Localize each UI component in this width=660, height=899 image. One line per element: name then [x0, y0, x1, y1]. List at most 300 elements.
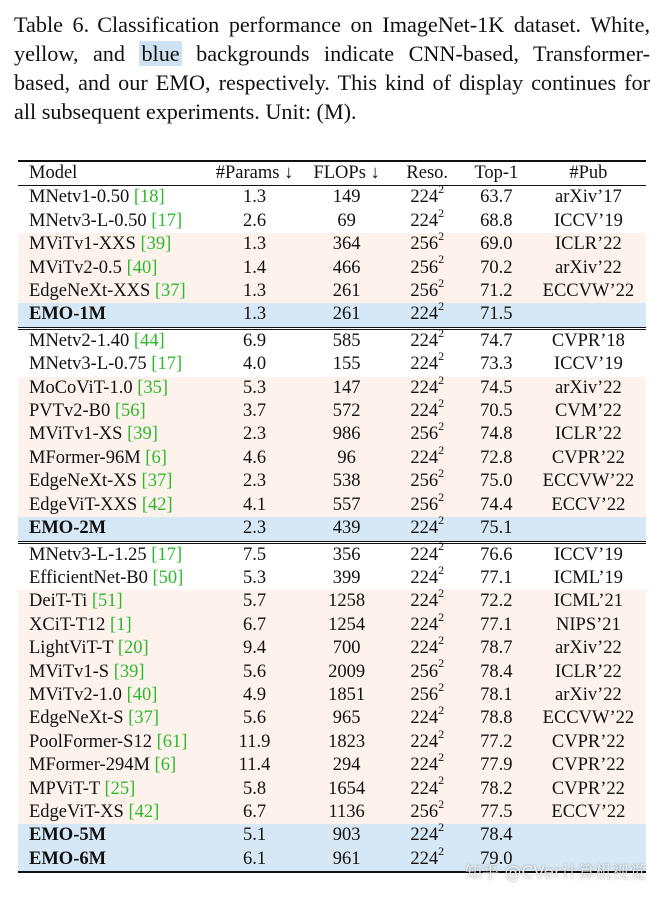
citation-link[interactable]: [39]: [140, 234, 172, 255]
cell-pub: ICCV’19: [553, 354, 623, 375]
citation-link[interactable]: [39]: [127, 424, 158, 445]
reso-value: 256: [410, 257, 439, 278]
citation-link[interactable]: [37]: [141, 471, 173, 492]
cell-reso: [393, 205, 462, 233]
cell-pub: ECCVW’22: [542, 708, 635, 729]
cell-params: 6.7: [242, 614, 267, 635]
model-name: PoolFormer-S12: [29, 731, 152, 752]
reso-exponent: 2: [438, 609, 445, 624]
cell-flops: 1254: [328, 614, 366, 635]
cell-reso: [393, 512, 462, 542]
model-name: EMO-1M: [29, 304, 107, 325]
cell-reso: [393, 466, 462, 493]
cell-params: 1.4: [242, 257, 267, 278]
cell-top1: 71.2: [480, 281, 513, 302]
reso-value: 256: [410, 424, 439, 445]
table-row: [18, 470, 646, 493]
table-row: [18, 280, 646, 303]
cell-params: 11.9: [238, 731, 271, 752]
cell-params: 5.8: [242, 778, 267, 799]
reso-value: 256: [410, 684, 439, 705]
cell-pub: ECCVW’22: [542, 281, 635, 302]
cell-flops: 294: [332, 755, 361, 776]
cell-pub: CVPR’22: [551, 447, 625, 468]
cell-top1: 77.9: [480, 755, 513, 776]
reso-value: 256: [410, 494, 439, 515]
citation-link[interactable]: [44]: [133, 330, 165, 351]
reso-exponent: 2: [438, 442, 445, 457]
cell-model: [18, 328, 208, 353]
cell-flops: 1851: [328, 684, 366, 705]
model-name: MViTv1-S: [29, 661, 110, 682]
table-group-2: [18, 325, 646, 542]
cell-model: [18, 590, 208, 613]
cell-params: 2.3: [242, 518, 267, 539]
caption-label: Table 6.: [14, 12, 90, 37]
citation-link[interactable]: [18]: [133, 187, 165, 208]
cell-pub: ECCV’22: [551, 494, 626, 515]
table-row: [18, 233, 646, 256]
cell-reso: [393, 609, 462, 637]
cell-model: [18, 637, 208, 660]
cell-top1: 75.0: [480, 471, 513, 492]
reso-exponent: 2: [438, 229, 445, 244]
table-group-1: [18, 182, 646, 328]
reso-value: 224: [410, 567, 439, 588]
table-row: [18, 423, 646, 446]
citation-link[interactable]: [25]: [104, 778, 136, 799]
cell-top1: 78.8: [480, 708, 513, 729]
reso-value: 224: [410, 755, 439, 776]
cell-pub: ECCVW’22: [542, 471, 635, 492]
table-row: [18, 778, 646, 801]
table-row: [18, 637, 646, 660]
model-name: XCiT-T12: [29, 614, 106, 635]
cell-flops: 439: [332, 518, 361, 539]
citation-link[interactable]: [1]: [110, 614, 132, 635]
cell-params: 5.3: [242, 377, 267, 398]
cell-flops: 466: [332, 257, 361, 278]
cell-reso: [393, 252, 462, 280]
cell-params: 6.9: [242, 330, 267, 351]
cell-pub: [531, 824, 646, 847]
cell-top1: 76.6: [480, 544, 513, 565]
cell-flops: 961: [332, 848, 361, 869]
caption-highlight: blue: [141, 41, 180, 66]
reso-exponent: 2: [438, 466, 445, 481]
cell-model: [18, 542, 208, 567]
cell-top1: 68.8: [480, 210, 513, 231]
cell-reso: [393, 843, 462, 872]
cell-model: [18, 400, 208, 423]
cell-pub: arXiv’22: [555, 638, 622, 659]
table-row: [18, 754, 646, 777]
cell-top1: 74.4: [480, 494, 513, 515]
table-row: [18, 684, 646, 707]
cell-top1: 70.2: [480, 257, 513, 278]
reso-value: 224: [410, 614, 439, 635]
cell-reso: [393, 632, 462, 660]
model-name: MFormer-294M: [29, 755, 150, 776]
cell-params: 11.4: [238, 755, 271, 776]
model-name: EdgeNeXt-XXS: [29, 281, 151, 302]
table-row: [18, 731, 646, 754]
reso-exponent: 2: [438, 182, 445, 197]
reso-value: 256: [410, 661, 439, 682]
cell-flops: 986: [332, 424, 361, 445]
model-name: MFormer-96M: [29, 447, 141, 468]
cell-model: [18, 303, 208, 328]
cell-model: [18, 754, 208, 777]
cell-flops: 538: [332, 471, 361, 492]
reso-value: 256: [410, 234, 439, 255]
reso-value: 224: [410, 330, 439, 351]
cell-reso: [393, 703, 462, 730]
cell-flops: 572: [332, 401, 361, 422]
table-row: [18, 353, 646, 376]
cell-pub: ICCV’19: [553, 544, 623, 565]
cell-flops: 399: [332, 567, 361, 588]
citation-link[interactable]: [37]: [154, 281, 186, 302]
citation-link[interactable]: [42]: [141, 494, 173, 515]
cell-flops: 96: [337, 447, 356, 468]
cell-top1: 75.1: [480, 518, 513, 539]
cell-flops: 557: [332, 494, 361, 515]
reso-exponent: 2: [438, 562, 445, 577]
cell-flops: 700: [332, 638, 361, 659]
cell-flops: 261: [332, 304, 361, 325]
cell-params: 1.3: [242, 304, 267, 325]
model-name: MViTv1-XXS: [29, 234, 136, 255]
cell-flops: 1654: [328, 778, 366, 799]
cell-params: 6.1: [242, 848, 267, 869]
table-row: [18, 517, 646, 542]
cell-model: [18, 661, 208, 684]
reso-value: 224: [410, 848, 439, 869]
cell-reso: [393, 750, 462, 777]
cell-top1: 63.7: [480, 187, 513, 208]
cell-model: [18, 233, 208, 256]
cell-model: [18, 707, 208, 730]
table-header-row: [18, 161, 646, 186]
model-name: MPViT-T: [29, 778, 100, 799]
reso-value: 224: [410, 210, 439, 231]
cell-reso: [393, 229, 462, 256]
reso-exponent: 2: [438, 586, 445, 601]
table-row: [18, 400, 646, 423]
table-row: [18, 801, 646, 824]
cell-reso: [393, 419, 462, 446]
cell-top1: 74.5: [480, 377, 513, 398]
cell-model: [18, 614, 208, 637]
reso-exponent: 2: [438, 843, 445, 858]
table-row: [18, 614, 646, 637]
cell-top1: 77.5: [480, 801, 513, 822]
cell-reso: [393, 586, 462, 613]
reso-value: 224: [410, 544, 439, 565]
cell-reso: [393, 299, 462, 328]
cell-params: 1.3: [242, 234, 267, 255]
cell-flops: 1258: [328, 591, 366, 612]
cell-pub: CVPR’18: [551, 330, 625, 351]
cell-top1: 77.1: [480, 567, 513, 588]
cell-pub: CVM’22: [555, 401, 622, 422]
reso-exponent: 2: [438, 512, 445, 527]
reso-exponent: 2: [438, 395, 445, 410]
cell-reso: [393, 442, 462, 470]
model-name: MNetv3-L-0.50: [29, 210, 147, 231]
cell-reso: [393, 562, 462, 590]
cell-pub: [531, 517, 646, 542]
cell-top1: 74.8: [480, 424, 513, 445]
table-row: [18, 210, 646, 233]
cell-reso: [393, 372, 462, 400]
model-name: MNetv3-L-1.25: [29, 544, 147, 565]
cell-top1: 78.4: [480, 825, 513, 846]
cell-reso: [393, 656, 462, 684]
table-row: [18, 186, 646, 210]
model-name: EMO-5M: [29, 825, 107, 846]
reso-exponent: 2: [438, 679, 445, 694]
reso-value: 224: [410, 304, 439, 325]
reso-exponent: 2: [438, 656, 445, 671]
model-name: EMO-6M: [29, 848, 107, 869]
reso-exponent: 2: [438, 539, 445, 554]
header-top1: Top-1: [474, 163, 519, 183]
citation-link[interactable]: [56]: [114, 401, 146, 422]
cell-top1: 69.0: [480, 234, 513, 255]
reso-exponent: 2: [438, 632, 445, 647]
cell-model: [18, 778, 208, 801]
reso-exponent: 2: [438, 252, 445, 267]
table-row: [18, 303, 646, 328]
reso-value: 224: [410, 708, 439, 729]
cell-flops: 903: [332, 825, 361, 846]
cell-reso: [393, 679, 462, 707]
cell-params: 4.1: [242, 494, 267, 515]
cell-top1: 72.8: [480, 447, 513, 468]
cell-pub: NIPS’21: [556, 614, 621, 635]
reso-exponent: 2: [438, 726, 445, 741]
cell-pub: ICML’19: [553, 567, 624, 588]
reso-value: 256: [410, 801, 439, 822]
cell-model: [18, 186, 208, 210]
citation-link[interactable]: [35]: [137, 377, 169, 398]
cell-pub: ICCV’19: [553, 210, 623, 231]
cell-params: 5.1: [242, 825, 267, 846]
cell-params: 5.3: [242, 567, 267, 588]
table-row: [18, 328, 646, 353]
citation-link[interactable]: [42]: [128, 801, 160, 822]
cell-pub: CVPR’22: [551, 731, 625, 752]
cell-flops: 147: [332, 377, 361, 398]
cell-model: [18, 731, 208, 754]
reso-value: 224: [410, 518, 439, 539]
table-row: [18, 567, 646, 590]
header-params: #Params ↓: [215, 163, 294, 183]
model-name: EdgeViT-XS: [29, 801, 124, 822]
reso-value: 224: [410, 778, 439, 799]
cell-pub: arXiv’22: [555, 257, 622, 278]
reso-value: 224: [410, 354, 439, 375]
cell-params: 1.3: [242, 281, 267, 302]
model-name: MoCoViT-1.0: [29, 377, 133, 398]
cell-params: 9.4: [242, 638, 267, 659]
cell-reso: [393, 395, 462, 423]
cell-params: 5.6: [242, 708, 267, 729]
citation-link[interactable]: [17]: [151, 544, 183, 565]
cell-model: [18, 423, 208, 446]
cell-top1: 77.1: [480, 614, 513, 635]
cell-reso: [393, 349, 462, 376]
citation-link[interactable]: [6]: [154, 755, 177, 776]
cell-pub: CVPR’22: [551, 778, 625, 799]
table-row: [18, 590, 646, 613]
cell-params: 2.6: [242, 210, 267, 231]
model-name: MViTv2-0.5: [29, 257, 122, 278]
cell-top1: 71.5: [480, 304, 513, 325]
table-caption: [14, 10, 650, 126]
cell-pub: ICLR’22: [555, 424, 622, 445]
reso-value: 224: [410, 447, 439, 468]
model-name: EdgeViT-XXS: [29, 494, 138, 515]
cell-model: [18, 824, 208, 847]
cell-model: [18, 684, 208, 707]
reso-value: 224: [410, 591, 439, 612]
table-row: [18, 707, 646, 730]
reso-exponent: 2: [438, 349, 445, 364]
cell-top1: 78.4: [480, 661, 513, 682]
cell-top1: 78.1: [480, 684, 513, 705]
citation-link[interactable]: [51]: [91, 591, 123, 612]
reso-value: 256: [410, 471, 439, 492]
reso-value: 224: [410, 187, 439, 208]
cell-flops: 149: [332, 187, 361, 208]
citation-link[interactable]: [17]: [151, 210, 183, 231]
reso-exponent: 2: [438, 489, 445, 504]
cell-pub: arXiv’22: [555, 684, 622, 705]
cell-model: [18, 470, 208, 493]
model-name: EMO-2M: [29, 518, 107, 539]
citation-link[interactable]: [39]: [113, 661, 145, 682]
reso-exponent: 2: [438, 750, 445, 764]
cell-model: [18, 210, 208, 233]
cell-top1: 70.5: [480, 401, 513, 422]
cell-flops: 155: [332, 354, 361, 375]
cell-pub: arXiv’22: [555, 377, 622, 398]
cell-pub: ECCV’22: [551, 801, 626, 822]
citation-link[interactable]: [61]: [156, 731, 188, 752]
cell-model: [18, 447, 208, 470]
table-group-3: [18, 539, 646, 872]
reso-exponent: 2: [438, 372, 445, 387]
cell-flops: 356: [332, 544, 361, 565]
results-table: [18, 160, 646, 873]
cell-params: 4.9: [242, 684, 267, 705]
cell-reso: [393, 796, 462, 824]
cell-top1: 78.7: [480, 638, 513, 659]
caption-text-2: backgrounds indicate CNN-based, Transformer-based, and our EMO, respectively. This kind of display continues for all subsequent experiments. Unit: (M).: [14, 41, 650, 124]
model-name: MNetv3-L-0.75: [29, 354, 147, 375]
cell-pub: arXiv’17: [555, 187, 622, 208]
cell-model: [18, 567, 208, 590]
cell-reso: [393, 820, 462, 847]
citation-link[interactable]: [37]: [128, 708, 159, 729]
reso-exponent: 2: [438, 773, 445, 788]
reso-exponent: 2: [438, 820, 445, 835]
cell-reso: [393, 325, 462, 353]
reso-value: 256: [410, 281, 439, 302]
watermark: 知乎 @CVer计算机视觉: [464, 863, 646, 883]
model-name: MViTv2-1.0: [29, 684, 122, 705]
reso-exponent: 2: [438, 703, 445, 718]
table-row: [18, 447, 646, 470]
reso-value: 224: [410, 377, 439, 398]
cell-params: 4.0: [242, 354, 267, 375]
table-row: [18, 377, 646, 400]
caption-text-1: Classification performance on ImageNet-1K dataset. White, yellow, and: [14, 12, 650, 66]
cell-reso: [393, 182, 462, 210]
reso-exponent: 2: [438, 205, 445, 220]
citation-link[interactable]: [40]: [126, 257, 158, 278]
cell-model: [18, 848, 208, 872]
cell-model: [18, 280, 208, 303]
cell-pub: CVPR’22: [551, 755, 625, 776]
cell-model: [18, 377, 208, 400]
reso-exponent: 2: [438, 275, 445, 290]
table-row: [18, 824, 646, 847]
model-name: EdgeNeXt-S: [29, 708, 124, 729]
model-name: DeiT-Ti: [29, 591, 88, 612]
cell-reso: [393, 773, 462, 801]
cell-flops: 1136: [328, 801, 365, 822]
cell-model: [18, 517, 208, 542]
model-name: MNetv2-1.40: [29, 330, 130, 351]
reso-exponent: 2: [438, 325, 445, 340]
table-row: [18, 661, 646, 684]
header-model: Model: [29, 163, 78, 183]
reso-exponent: 2: [438, 299, 445, 314]
cell-params: 2.3: [242, 424, 267, 445]
table-row: [18, 494, 646, 517]
cell-reso: [393, 726, 462, 754]
header-pub: #Pub: [569, 163, 608, 183]
citation-link[interactable]: [20]: [117, 638, 149, 659]
reso-exponent: 2: [438, 419, 445, 434]
cell-model: [18, 257, 208, 280]
citation-link[interactable]: [17]: [151, 354, 183, 375]
model-name: EfficientNet-B0: [29, 567, 148, 588]
cell-top1: 78.2: [480, 778, 513, 799]
citation-link[interactable]: [6]: [145, 447, 167, 468]
cell-params: 7.5: [242, 544, 267, 565]
cell-reso: [393, 539, 462, 567]
cell-flops: 965: [332, 708, 361, 729]
reso-value: 224: [410, 825, 439, 846]
citation-link[interactable]: [40]: [126, 684, 158, 705]
citation-link[interactable]: [50]: [152, 567, 184, 588]
cell-pub: ICLR’22: [555, 234, 622, 255]
cell-pub: ICML’21: [553, 591, 624, 612]
model-name: EdgeNeXt-XS: [29, 471, 137, 492]
cell-params: 2.3: [242, 471, 267, 492]
cell-top1: 73.3: [480, 354, 513, 375]
model-name: PVTv2-B0: [29, 401, 111, 422]
cell-model: [18, 494, 208, 517]
cell-flops: 69: [337, 210, 356, 231]
cell-flops: 2009: [328, 661, 366, 682]
cell-model: [18, 801, 208, 824]
